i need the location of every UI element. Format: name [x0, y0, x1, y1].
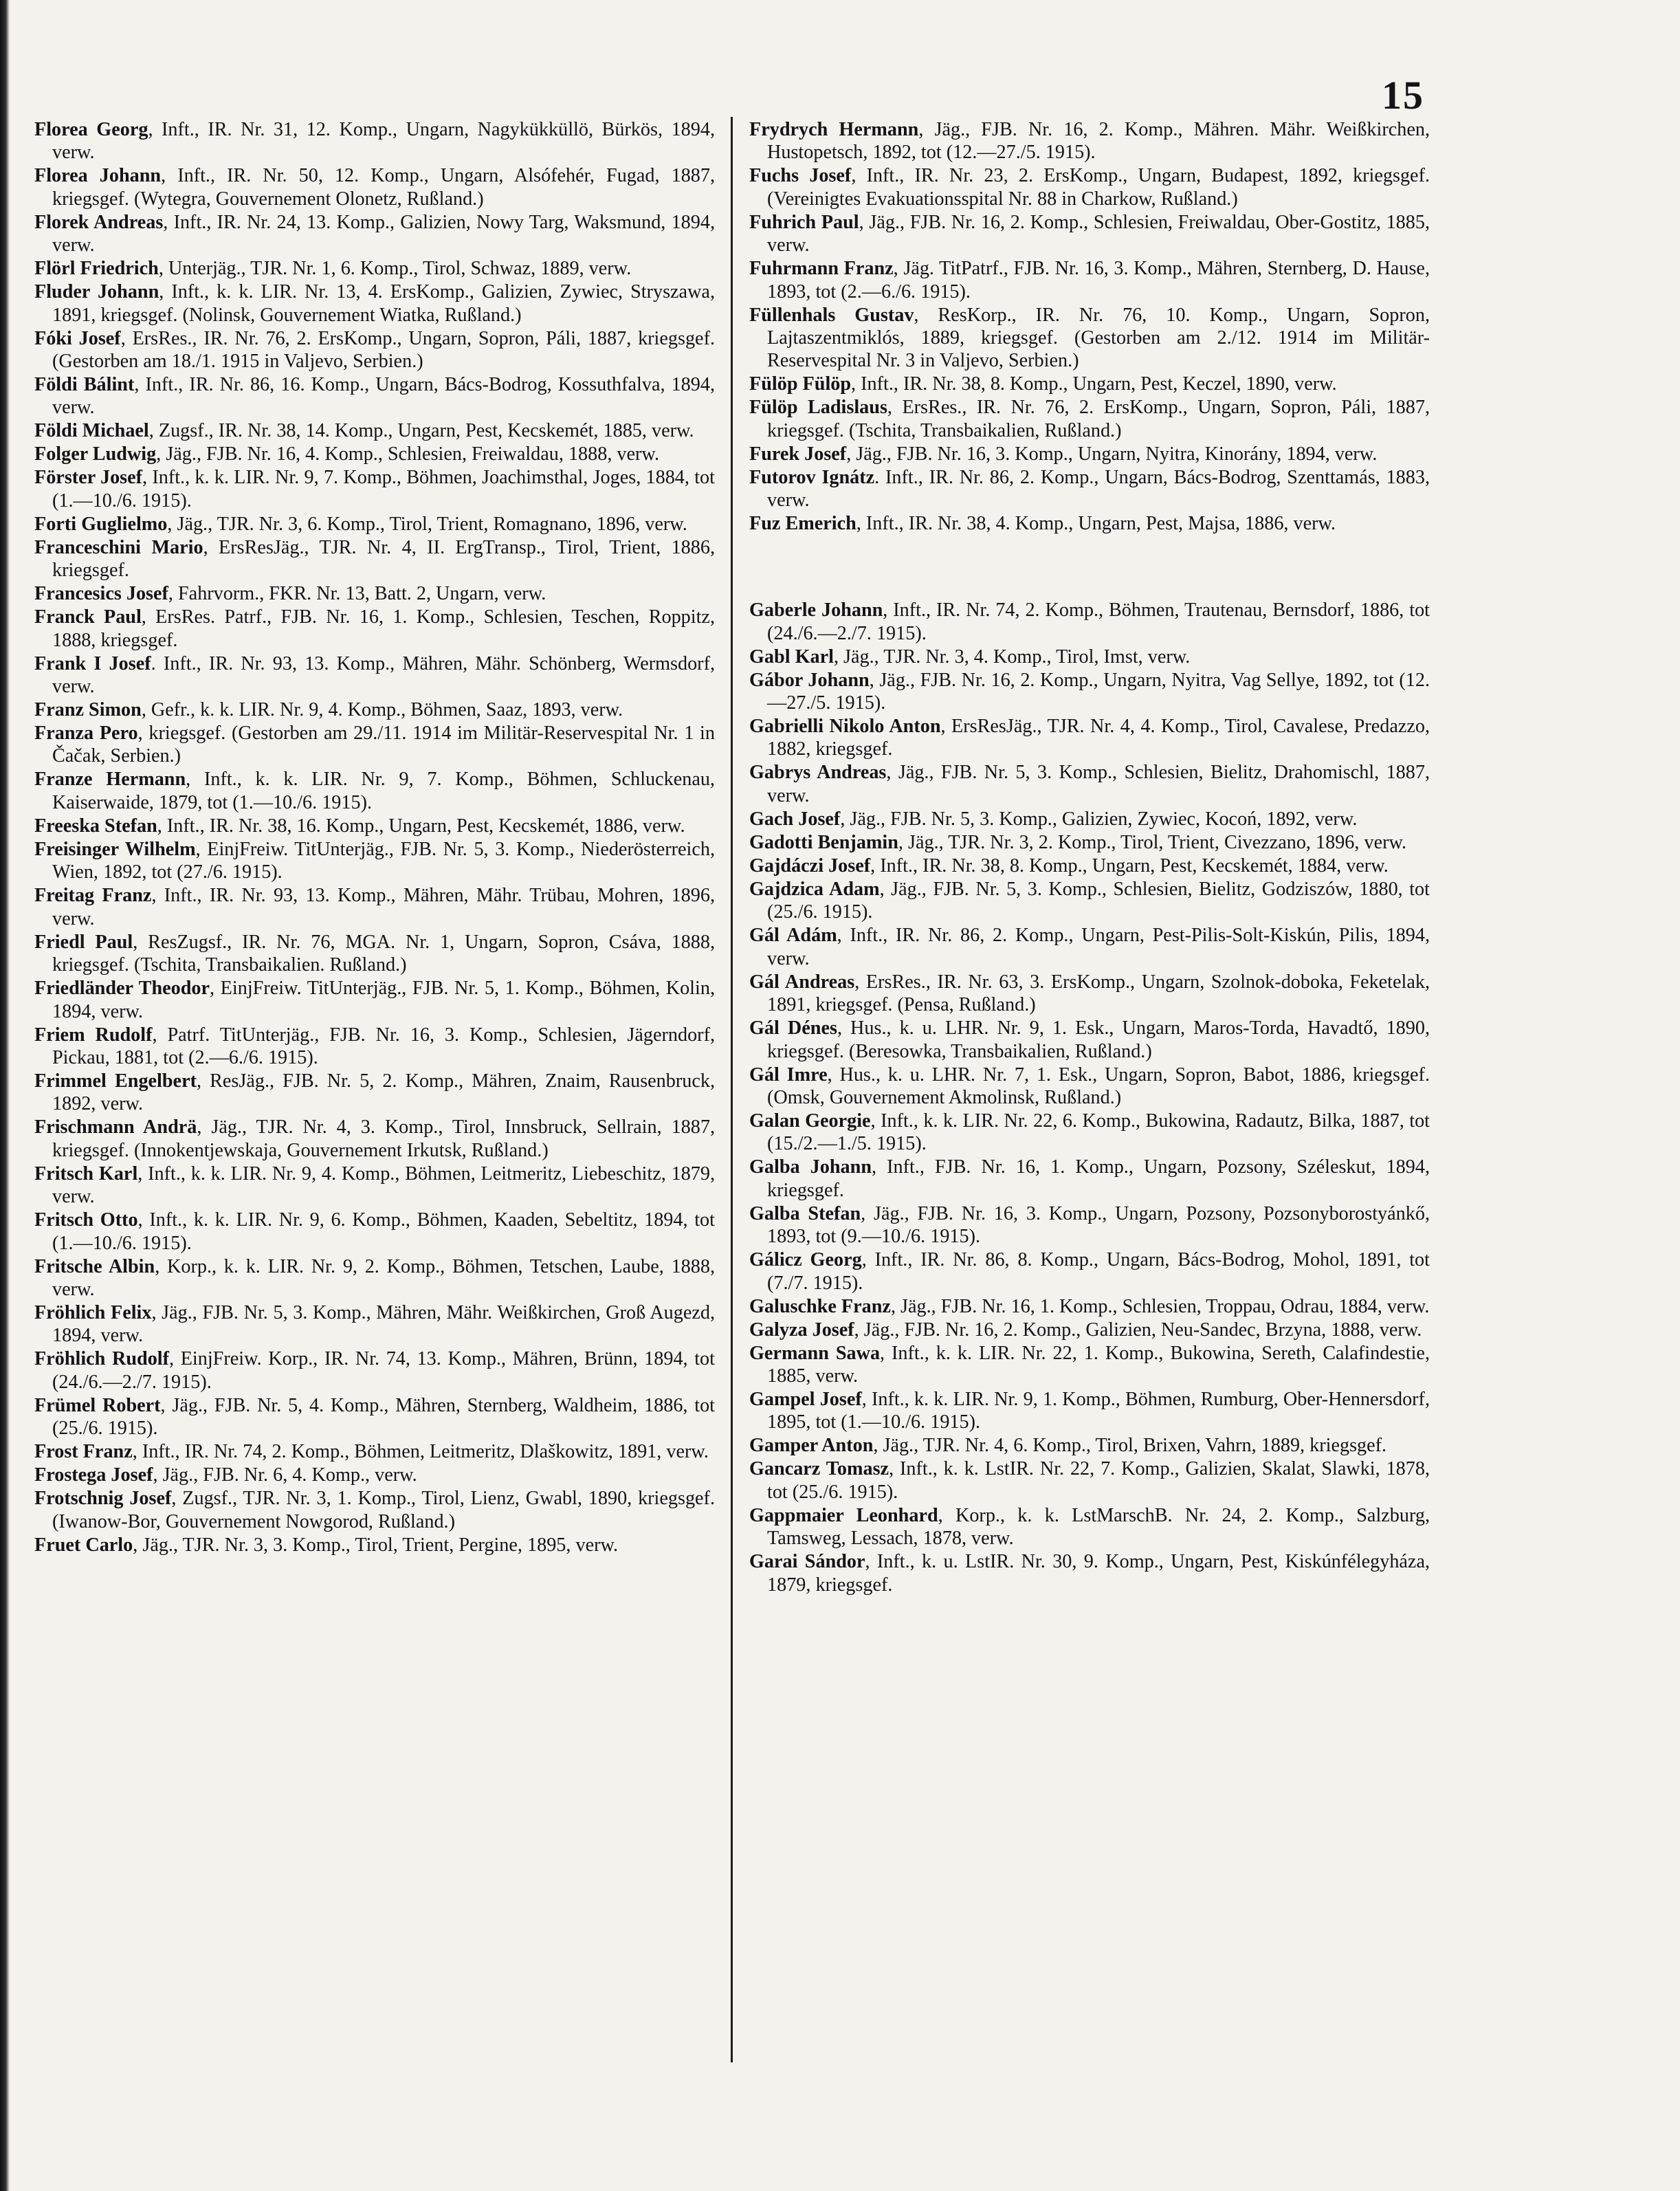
entry-name: Gampel Josef [749, 1388, 862, 1410]
entry-details: , Fahrvorm., FKR. Nr. 13, Batt. 2, Ungarn, verw. [168, 583, 546, 605]
entry-details: , Zugsf., TJR. Nr. 3, 1. Komp., Tirol, Lienz, Gwabl, 1890, kriegsgef. (Iwanow-Bor, Gouvernement Nowgorod, Rußland.) [52, 1488, 715, 1532]
entry-name: Freeska Stefan [34, 815, 157, 837]
list-entry [749, 599, 1430, 645]
list-entry [749, 1064, 1430, 1110]
entry-details: , kriegsgef. (Gestorben am 29./11. 1914 im Militär-Reservespital Nr. 1 in Čačak, Serbien.) [52, 723, 715, 767]
entry-details: , Inft., k. k. LIR. Nr. 9, 6. Komp., Böhmen, Kaaden, Sebeltitz, 1894, tot (1.—10./6. 1915). [52, 1209, 715, 1254]
list-entry [34, 768, 715, 814]
list-entry [34, 1209, 715, 1255]
entry-name: Galba Stefan [749, 1202, 861, 1224]
entry-name: Franceschini Mario [34, 536, 203, 558]
page-binding-edge [0, 0, 10, 2191]
list-entry [749, 924, 1430, 970]
page-number: 15 [1382, 73, 1424, 118]
list-entry [749, 1319, 1430, 1341]
list-entry [749, 669, 1430, 715]
entry-name: Fuhrmann Franz [749, 258, 894, 280]
list-entry [749, 715, 1430, 761]
entry-details: , Hus., k. u. LHR. Nr. 7, 1. Esk., Ungarn, Sopron, Babot, 1886, kriegsgef. (Omsk, Gouvernement Akmolinsk, Rußland.) [767, 1064, 1430, 1108]
entry-details: , Inft., k. k. LIR. Nr. 13, 4. ErsKomp., Galizien, Zywiec, Stryszawa, 1891, kriegsgef. (Nolinsk, Gouvernement Wiatka, Rußland.) [52, 281, 715, 326]
entry-details: , Inft., IR. Nr. 86, 2. Komp., Ungarn, Pest-Pilis-Solt-Kiskún, Pilis, 1894, verw. [767, 925, 1430, 969]
entry-details: , Jäg., FJB. Nr. 16, 4. Komp., Schlesien, Freiwaldau, 1888, verw. [156, 443, 659, 465]
list-entry [34, 606, 715, 652]
entry-name: Fröhlich Rudolf [34, 1348, 170, 1370]
list-entry [34, 1464, 715, 1486]
entry-details: , Inft., IR. Nr. 38, 16. Komp., Ungarn, Pest, Kecskemét, 1886, verw. [157, 815, 685, 837]
entry-name: Florea Georg [34, 119, 148, 140]
list-entry [749, 1457, 1430, 1504]
entry-name: Füllenhals Gustav [749, 304, 914, 326]
entry-name: Gappmaier Leonhard [749, 1504, 938, 1526]
entry-details: , Jäg., TJR. Nr. 4, 3. Komp., Tirol, Innsbruck, Sellrain, 1887, kriegsgef. (Innokentjewskaja, Gouvernement Irkutsk, Rußland.) [52, 1116, 715, 1161]
list-entry [34, 815, 715, 837]
entry-name: Florek Andreas [34, 211, 164, 233]
entry-name: Forti Guglielmo [34, 513, 168, 535]
entry-name: Fritsch Otto [34, 1209, 138, 1231]
list-entry [749, 971, 1430, 1017]
entry-details: , Jäg., FJB. Nr. 5, 3. Komp., Schlesien, Bielitz, Drahomischl, 1887, verw. [767, 762, 1430, 806]
entry-name: Franze Hermann [34, 769, 186, 791]
entry-details: , Jäg. TitPatrf., FJB. Nr. 16, 3. Komp., Mähren, Sternberg, D. Hause, 1893, tot (2.—6./6. 1915). [767, 258, 1430, 302]
entry-details: , Jäg., FJB. Nr. 6, 4. Komp., verw. [153, 1464, 417, 1486]
entry-name: Fülöp Ladislaus [749, 397, 887, 419]
entry-name: Gamper Anton [749, 1435, 874, 1457]
entry-details: , Inft., k. k. LIR. Nr. 22, 6. Komp., Bukowina, Radautz, Bilka, 1887, tot (15./2.—1./5. 1915). [767, 1110, 1430, 1155]
entry-details: , ErsRes. Patrf., FJB. Nr. 16, 1. Komp., Schlesien, Teschen, Roppitz, 1888, kriegsgef. [52, 606, 715, 651]
entry-name: Fröhlich Felix [34, 1301, 152, 1323]
entry-details: , Inft., IR. Nr. 38, 4. Komp., Ungarn, Pest, Majsa, 1886, verw. [856, 513, 1336, 535]
list-entry [749, 1110, 1430, 1156]
list-entry [34, 722, 715, 768]
entry-details: , EinjFreiw. Korp., IR. Nr. 74, 13. Komp., Mähren, Brünn, 1894, tot (24./6.—2./7. 1915). [52, 1348, 715, 1393]
entry-name: Gancarz Tomasz [749, 1458, 889, 1480]
list-entry [749, 1342, 1430, 1388]
entry-name: Gábor Johann [749, 669, 870, 691]
entry-name: Franza Pero [34, 723, 138, 745]
entry-name: Fritsch Karl [34, 1163, 138, 1185]
list-entry [749, 646, 1430, 668]
entry-name: Fuchs Josef [749, 165, 852, 187]
list-entry [749, 211, 1430, 257]
entry-details: , Inft., k. u. LstIR. Nr. 30, 9. Komp., Ungarn, Pest, Kiskúnfélegyháza, 1879, kriegsgef. [767, 1551, 1430, 1596]
list-entry [34, 211, 715, 257]
list-entry [749, 257, 1430, 303]
entry-details: , Inft., IR. Nr. 74, 2. Komp., Böhmen, Leitmeritz, Dlaškowitz, 1891, verw. [132, 1441, 709, 1463]
list-entry [34, 931, 715, 977]
section-break [749, 536, 1430, 599]
entry-name: Gajdáczi Josef [749, 855, 871, 877]
entry-details: , Gefr., k. k. LIR. Nr. 9, 4. Komp., Böhmen, Saaz, 1893, verw. [141, 699, 623, 721]
entry-name: Friedländer Theodor [34, 978, 210, 1000]
entry-name: Gajdzica Adam [749, 878, 880, 900]
list-entry [34, 164, 715, 210]
entry-name: Friedl Paul [34, 931, 133, 953]
entry-details: , Jäg., FJB. Nr. 5, 3. Komp., Galizien, Zywiec, Kocoń, 1892, verw. [840, 808, 1358, 830]
entry-name: Fuz Emerich [749, 513, 856, 535]
entry-name: Germann Sawa [749, 1342, 881, 1364]
list-entry [34, 1534, 715, 1556]
list-entry [749, 1248, 1430, 1295]
entry-name: Frostega Josef [34, 1464, 153, 1486]
entry-name: Galyza Josef [749, 1319, 854, 1341]
entry-name: Fülöp Fülöp [749, 373, 852, 395]
entry-details: , Jäg., TJR. Nr. 3, 3. Komp., Tirol, Trient, Pergine, 1895, verw. [133, 1534, 619, 1556]
list-entry [34, 1024, 715, 1070]
list-entry [34, 373, 715, 419]
entry-name: Fritsche Albin [34, 1255, 155, 1277]
entry-name: Frydrych Hermann [749, 119, 919, 140]
list-entry [34, 443, 715, 465]
list-entry [34, 652, 715, 698]
entry-name: Gach Josef [749, 808, 841, 830]
list-entry [749, 118, 1430, 164]
entry-name: Földi Michael [34, 420, 149, 442]
list-entry [34, 1116, 715, 1162]
entry-details: , Inft., IR. Nr. 23, 2. ErsKomp., Ungarn, Budapest, 1892, kriegsgef. (Vereinigtes Evakuationsspital Nr. 88 in Charkow, Rußland.) [767, 165, 1430, 210]
entry-details: , Jäg., FJB. Nr. 16, 2. Komp., Mähren. Mähr. Weißkirchen, Hustopetsch, 1892, tot (12.—27./5. 1915). [767, 119, 1430, 164]
entry-name: Förster Josef [34, 467, 143, 489]
entry-details: , Inft., IR. Nr. 50, 12. Komp., Ungarn, Alsófehér, Fugad, 1887, kriegsgef. (Wytegra, Gouvernement Olonetz, Rußland.) [52, 165, 716, 210]
list-entry [34, 1440, 715, 1463]
entry-details: , Jäg., TJR. Nr. 4, 6. Komp., Tirol, Brixen, Vahrn, 1889, kriegsgef. [873, 1435, 1387, 1457]
list-entry [34, 257, 715, 280]
entry-details: . Inft., IR. Nr. 86, 2. Komp., Ungarn, Bács-Bodrog, Szenttamás, 1883, verw. [767, 466, 1430, 511]
entry-details: , ErsResJäg., TJR. Nr. 4, 4. Komp., Tirol, Cavalese, Predazzo, 1882, kriegsgef. [767, 716, 1430, 760]
entry-details: , ResJäg., FJB. Nr. 5, 2. Komp., Mähren, Znaim, Rausenbruck, 1892, verw. [52, 1070, 715, 1115]
entry-details: , Hus., k. u. LHR. Nr. 9, 1. Esk., Ungarn, Maros-Torda, Havadtő, 1890, kriegsgef. (Beresowka, Transbaikalien, Rußland.) [767, 1017, 1430, 1062]
list-entry [749, 396, 1430, 442]
list-entry [749, 443, 1430, 465]
entry-details: , Inft., FJB. Nr. 16, 1. Komp., Ungarn, Pozsony, Széleskut, 1894, kriegsgef. [767, 1156, 1430, 1201]
entry-name: Gabrielli Nikolo Anton [749, 716, 941, 738]
entry-name: Galan Georgie [749, 1110, 871, 1132]
list-entry [749, 808, 1430, 830]
entry-name: Frischmann Andrä [34, 1116, 197, 1138]
entry-name: Franz Simon [34, 699, 142, 721]
entry-name: Franck Paul [34, 606, 142, 628]
entry-details: , Jäg., FJB. Nr. 5, 3. Komp., Mähren, Mähr. Weißkirchen, Groß Augezd, 1894, verw. [52, 1301, 715, 1347]
list-entry [34, 884, 715, 930]
entry-details: , Inft., k. k. LIR. Nr. 9, 4. Komp., Böhmen, Leitmeritz, Liebeschitz, 1879, verw. [52, 1163, 715, 1208]
entry-details: , Inft., k. k. LIR. Nr. 9, 1. Komp., Böhmen, Rumburg, Ober-Hennersdorf, 1895, tot (1.—10./6. 1915). [767, 1388, 1430, 1433]
list-entry [34, 977, 715, 1023]
list-entry [749, 1156, 1430, 1202]
list-entry [749, 855, 1430, 877]
entry-details: , Inft., k. k. LIR. Nr. 22, 1. Komp., Bukowina, Sereth, Calafindestie, 1885, verw. [767, 1342, 1430, 1387]
entry-details: , ErsRes., IR. Nr. 76, 2. ErsKomp., Ungarn, Sopron, Páli, 1887, kriegsgef. (Tschita, Transbaikalien, Rußland.) [767, 397, 1430, 441]
list-entry [34, 466, 715, 512]
entry-name: Fluder Johann [34, 281, 159, 303]
entry-details: , Patrf. TitUnterjäg., FJB. Nr. 16, 3. Komp., Schlesien, Jägerndorf, Pickau, 1881, tot (2.—6./6. 1915). [52, 1024, 716, 1068]
list-entry [34, 419, 715, 442]
entry-details: , Jäg., FJB. Nr. 16, 3. Komp., Ungarn, Nyitra, Kinorány, 1894, verw. [846, 443, 1378, 465]
list-entry [34, 1487, 715, 1533]
entry-name: Frimmel Engelbert [34, 1070, 197, 1092]
entry-details: , Inft., IR. Nr. 86, 8. Komp., Ungarn, Bács-Bodrog, Mohol, 1891, tot (7./7. 1915). [767, 1249, 1430, 1294]
entry-name: Furek Josef [749, 443, 847, 465]
entry-name: Gadotti Benjamin [749, 831, 898, 853]
entry-name: Frank I Josef [34, 652, 151, 674]
list-entry [34, 327, 715, 373]
entry-name: Frost Franz [34, 1441, 133, 1463]
entry-name: Fóki Josef [34, 327, 121, 349]
list-entry [34, 536, 715, 582]
entry-name: Freitag Franz [34, 885, 152, 907]
entry-details: , Jäg., FJB. Nr. 16, 2. Komp., Ungarn, Nyitra, Vag Sellye, 1892, tot (12.—27./5. 1915). [767, 669, 1430, 714]
list-entry [34, 582, 715, 605]
right-column [749, 118, 1430, 1597]
entry-name: Gál Andreas [749, 971, 855, 993]
left-column [34, 118, 715, 1557]
entry-details: , EinjFreiw. TitUnterjäg., FJB. Nr. 5, 3. Komp., Niederösterreich, Wien, 1892, tot (27./6. 1915). [52, 838, 715, 883]
entry-name: Gál Adám [749, 925, 837, 947]
list-entry [34, 698, 715, 721]
entry-details: , Inft., IR. Nr. 38, 8. Komp., Ungarn, Pest, Keczel, 1890, verw. [851, 373, 1337, 395]
entry-details: , Inft., k. k. LIR. Nr. 9, 7. Komp., Böhmen, Schluckenau, Kaiserwaide, 1879, tot (1.—10./6. 1915). [52, 769, 715, 813]
entry-details: , Jäg., FJB. Nr. 16, 1. Komp., Schlesien, Troppau, Odrau, 1884, verw. [890, 1295, 1430, 1317]
entry-name: Galba Johann [749, 1156, 872, 1178]
list-entry [34, 838, 715, 884]
entry-details: , Jäg., TJR. Nr. 3, 2. Komp., Tirol, Trient, Civezzano, 1896, verw. [898, 831, 1407, 853]
entry-details: , ErsRes., IR. Nr. 63, 3. ErsKomp., Ungarn, Szolnok-doboka, Feketelak, 1891, kriegsgef. (Pensa, Rußland.) [767, 971, 1430, 1016]
entry-details: , Jäg., FJB. Nr. 16, 2. Komp., Schlesien, Freiwaldau, Ober-Gostitz, 1885, verw. [767, 211, 1430, 256]
entry-details: , Jäg., FJB. Nr. 5, 4. Komp., Mähren, Sternberg, Waldheim, 1886, tot (25./6. 1915). [52, 1394, 715, 1440]
list-entry [34, 1163, 715, 1209]
list-entry [34, 1255, 715, 1301]
list-entry [749, 1504, 1430, 1550]
list-entry [749, 373, 1430, 395]
entry-name: Florea Johann [34, 165, 162, 187]
entry-name: Gaberle Johann [749, 599, 883, 621]
entry-name: Gabrys Andreas [749, 762, 887, 784]
list-entry [34, 280, 715, 327]
entry-details: , Inft., IR. Nr. 38, 8. Komp., Ungarn, Pest, Kecskemét, 1884, verw. [870, 855, 1389, 877]
entry-details: , Zugsf., IR. Nr. 38, 14. Komp., Ungarn, Pest, Kecskemét, 1885, verw. [148, 420, 694, 442]
entry-details: , Inft., IR. Nr. 24, 13. Komp., Galizien, Nowy Targ, Waksmund, 1894, verw. [52, 211, 715, 256]
column-divider [731, 117, 733, 2062]
entry-details: , Inft., IR. Nr. 93, 13. Komp., Mähren, Mähr. Trübau, Mohren, 1896, verw. [52, 885, 715, 929]
entry-name: Frotschnig Josef [34, 1488, 172, 1510]
entry-details: . Inft., IR. Nr. 93, 13. Komp., Mähren, Mähr. Schönberg, Wermsdorf, verw. [52, 652, 716, 698]
entry-details: , Jäg., FJB. Nr. 16, 2. Komp., Galizien, Neu-Sandec, Brzyna, 1888, verw. [854, 1319, 1422, 1341]
list-entry [749, 304, 1430, 373]
entry-name: Freisinger Wilhelm [34, 838, 196, 860]
entry-details: , ErsResJäg., TJR. Nr. 4, II. ErgTransp., Tirol, Trient, 1886, kriegsgef. [52, 536, 715, 582]
entry-name: Flörl Friedrich [34, 258, 159, 280]
list-entry [749, 466, 1430, 512]
entry-details: , ResKorp., IR. Nr. 76, 10. Komp., Ungarn, Sopron, Lajtaszentmiklós, 1889, kriegsgef. (Gestorben am 2./12. 1914 im Militär-Reservespital Nr. 3 in Valjevo, Serbien.) [767, 304, 1430, 372]
entry-details: , Inft., IR. Nr. 86, 16. Komp., Ungarn, Bács-Bodrog, Kossuthfalva, 1894, verw. [52, 374, 716, 419]
entry-name: Frümel Robert [34, 1394, 161, 1416]
list-entry [749, 761, 1430, 807]
entry-details: , EinjFreiw. TitUnterjäg., FJB. Nr. 5, 1. Komp., Böhmen, Kolin, 1894, verw. [52, 978, 715, 1022]
entry-name: Gál Imre [749, 1064, 828, 1086]
entry-details: , Inft., k. k. LstIR. Nr. 22, 7. Komp., Galizien, Skalat, Slawki, 1878, tot (25./6. 1915). [767, 1458, 1430, 1503]
list-entry [749, 1202, 1430, 1248]
entry-details: , Inft., IR. Nr. 31, 12. Komp., Ungarn, Nagykükküllö, Bürkös, 1894, verw. [52, 119, 716, 164]
entry-name: Friem Rudolf [34, 1024, 153, 1046]
list-entry [749, 878, 1430, 924]
entry-details: , Jäg., TJR. Nr. 3, 4. Komp., Tirol, Imst, verw. [833, 646, 1191, 668]
entry-details: , Jäg., TJR. Nr. 3, 6. Komp., Tirol, Trient, Romagnano, 1896, verw. [167, 513, 687, 535]
list-entry [34, 1347, 715, 1394]
entry-details: , Unterjäg., TJR. Nr. 1, 6. Komp., Tirol, Schwaz, 1889, verw. [158, 258, 632, 280]
list-entry [34, 1301, 715, 1347]
entry-name: Garai Sándor [749, 1551, 865, 1573]
list-entry [749, 1017, 1430, 1063]
entry-name: Fruet Carlo [34, 1534, 133, 1556]
entry-name: Francesics Josef [34, 583, 168, 605]
entries-f-section [749, 118, 1430, 536]
list-entry [749, 1434, 1430, 1457]
entry-name: Földi Bálint [34, 374, 135, 396]
list-entry [749, 512, 1430, 535]
entries-g-section [749, 599, 1430, 1596]
entry-name: Gálicz Georg [749, 1249, 862, 1271]
list-entry [749, 1388, 1430, 1434]
entry-name: Gabl Karl [749, 646, 834, 668]
entry-details: , Inft., IR. Nr. 74, 2. Komp., Böhmen, Trautenau, Bernsdorf, 1886, tot (24./6.—2./7. 1915). [767, 599, 1430, 644]
entry-name: Gál Dénes [749, 1017, 837, 1039]
list-entry [749, 164, 1430, 210]
entry-details: , ResZugsf., IR. Nr. 76, MGA. Nr. 1, Ungarn, Sopron, Csáva, 1888, kriegsgef. (Tschita, Transbaikalien. Rußland.) [52, 931, 715, 976]
entry-details: , Korp., k. k. LstMarschB. Nr. 24, 2. Komp., Salzburg, Tamsweg, Lessach, 1878, verw. [767, 1504, 1430, 1550]
entry-name: Galuschke Franz [749, 1295, 891, 1317]
list-entry [34, 118, 715, 164]
entry-name: Folger Ludwig [34, 443, 157, 465]
list-entry [749, 831, 1430, 854]
entry-details: , Inft., k. k. LIR. Nr. 9, 7. Komp., Böhmen, Joachimsthal, Joges, 1884, tot (1.—10./6. 1915). [52, 467, 715, 511]
entry-details: , Jäg., FJB. Nr. 5, 3. Komp., Schlesien, Bielitz, Godziszów, 1880, tot (25./6. 1915). [767, 878, 1430, 923]
entry-details: , ErsRes., IR. Nr. 76, 2. ErsKomp., Ungarn, Sopron, Páli, 1887, kriegsgef. (Gestorben am 18./1. 1915 in Valjevo, Serbien.) [52, 327, 715, 373]
list-entry [34, 1070, 715, 1116]
entry-details: , Jäg., FJB. Nr. 16, 3. Komp., Ungarn, Pozsony, Pozsonyborostyánkő, 1893, tot (9.—10./6. 1915). [767, 1202, 1430, 1248]
entry-name: Futorov Ignátz [749, 466, 875, 488]
list-entry [749, 1295, 1430, 1318]
list-entry [749, 1550, 1430, 1596]
list-entry [34, 513, 715, 536]
entry-details: , Korp., k. k. LIR. Nr. 9, 2. Komp., Böhmen, Tetschen, Laube, 1888, verw. [52, 1255, 715, 1300]
entry-name: Fuhrich Paul [749, 211, 859, 233]
list-entry [34, 1394, 715, 1440]
